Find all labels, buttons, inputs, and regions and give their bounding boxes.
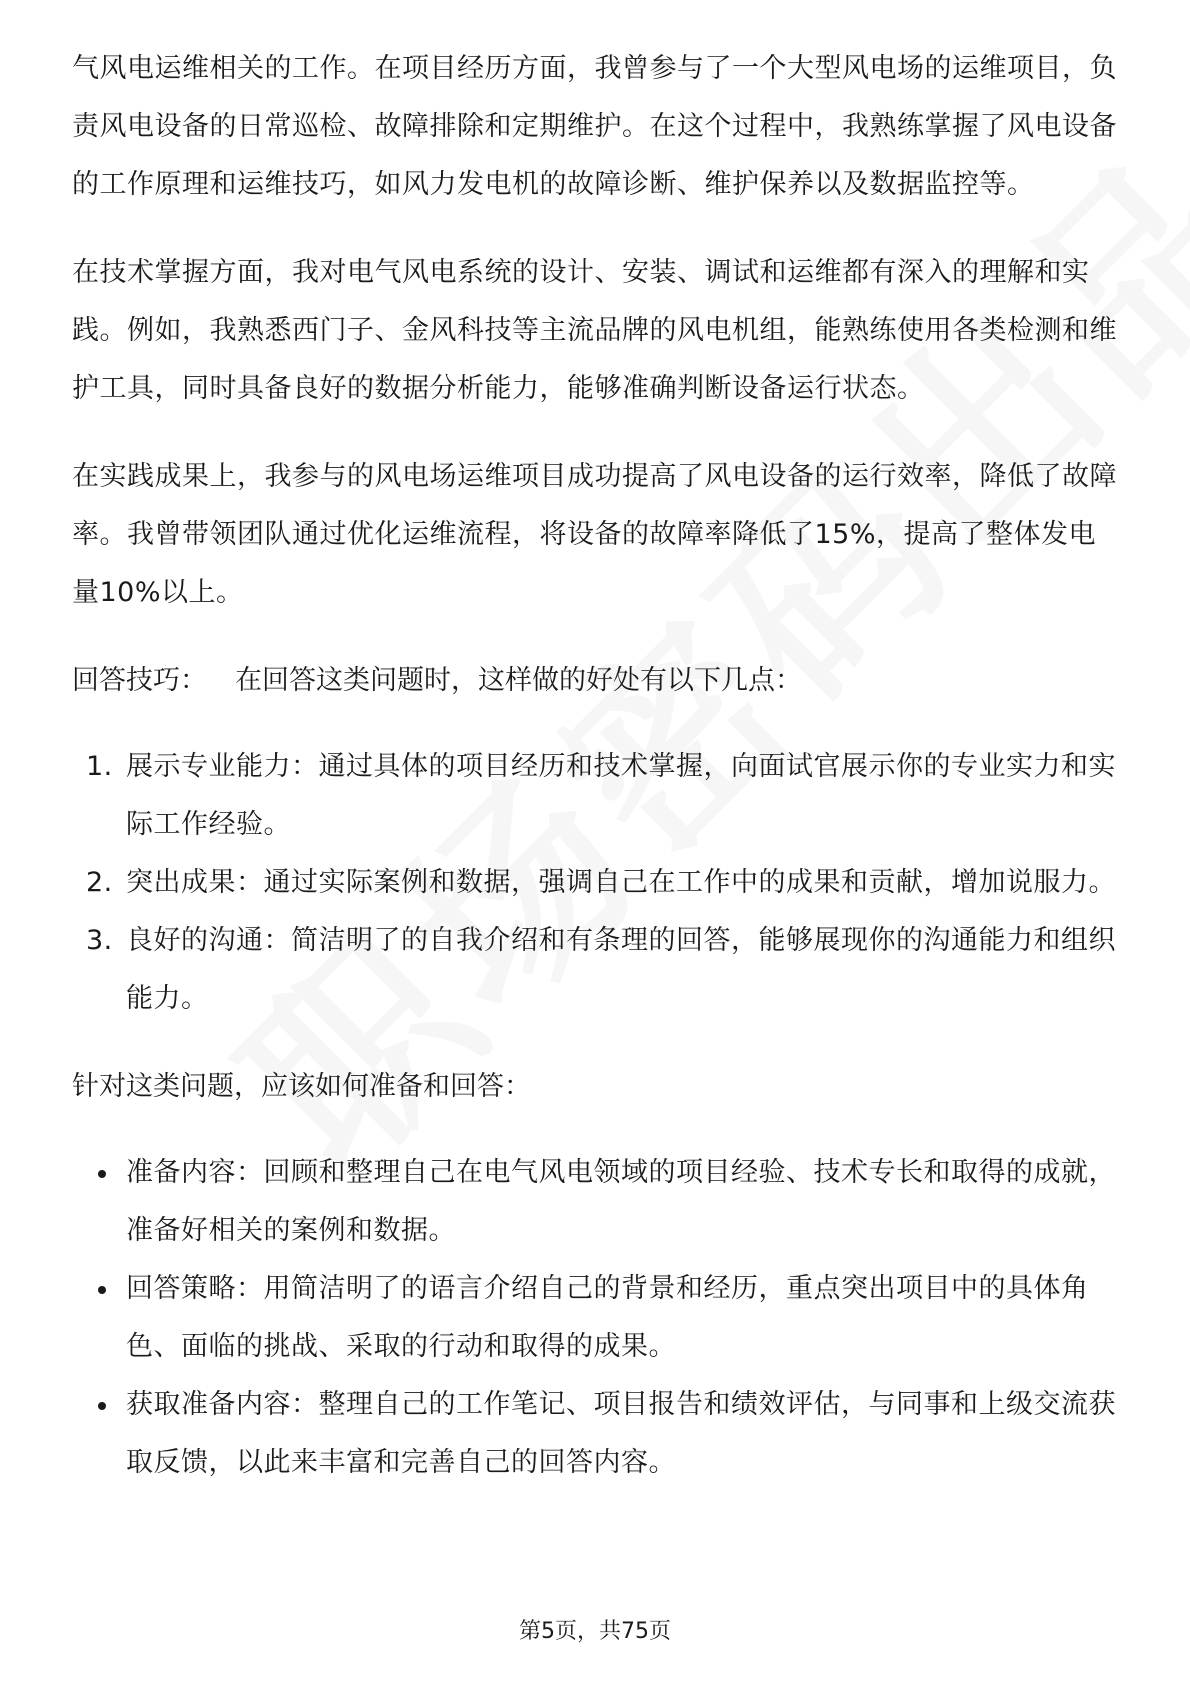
bullet-icon bbox=[98, 1286, 106, 1294]
list-item bbox=[72, 854, 1122, 912]
list-item bbox=[72, 912, 1122, 1028]
list-item-text: 良好的沟通：简洁明了的自我介绍和有条理的回答，能够展现你的沟通能力和组织能力。 bbox=[126, 925, 1116, 1014]
list-item bbox=[72, 1376, 1122, 1492]
list-number: 2. bbox=[86, 867, 113, 898]
list-item bbox=[72, 1260, 1122, 1376]
prepare-heading: 针对这类问题，应该如何准备和回答： bbox=[72, 1071, 531, 1102]
bullet-icon bbox=[98, 1402, 106, 1410]
list-item-text: 突出成果：通过实际案例和数据，强调自己在工作中的成果和贡献，增加说服力。 bbox=[126, 867, 1116, 898]
list-item-text: 展示专业能力：通过具体的项目经历和技术掌握，向面试官展示你的专业实力和实际工作经验。 bbox=[126, 751, 1116, 840]
list-item-text: 回答策略：用简洁明了的语言介绍自己的背景和经历，重点突出项目中的具体角色、面临的挑战、采取的行动和取得的成果。 bbox=[126, 1273, 1089, 1362]
paragraph-practical-results: 在实践成果上，我参与的风电场运维项目成功提高了风电设备的运行效率，降低了故障率。我曾带领团队通过优化运维流程，将设备的故障率降低了15%，提高了整体发电量10%以上。 bbox=[72, 461, 1117, 608]
list-number: 3. bbox=[86, 925, 113, 956]
list-item bbox=[72, 738, 1122, 854]
paragraph-project-experience: 气风电运维相关的工作。在项目经历方面，我曾参与了一个大型风电场的运维项目，负责风电设备的日常巡检、故障排除和定期维护。在这个过程中，我熟练掌握了风电设备的工作原理和运维技巧，如风力发电机的故障诊断、维护保养以及数据监控等。 bbox=[72, 53, 1117, 200]
tips-label: 回答技巧： bbox=[72, 665, 207, 696]
prepare-list bbox=[72, 1144, 1122, 1492]
document-body bbox=[72, 40, 1122, 1492]
list-item bbox=[72, 1144, 1122, 1260]
tips-text: 在回答这类问题时，这样做的好处有以下几点： bbox=[235, 665, 802, 696]
bullet-icon bbox=[98, 1170, 106, 1178]
page-number-footer: 第5页，共75页 bbox=[519, 1619, 671, 1644]
list-item-text: 准备内容：回顾和整理自己在电气风电领域的项目经验、技术专长和取得的成就，准备好相关的案例和数据。 bbox=[126, 1157, 1116, 1246]
paragraph-technical-skills: 在技术掌握方面，我对电气风电系统的设计、安装、调试和运维都有深入的理解和实践。例如，我熟悉西门子、金风科技等主流品牌的风电机组，能熟练使用各类检测和维护工具，同时具备良好的数据分析能力，能够准确判断设备运行状态。 bbox=[72, 257, 1117, 404]
tips-line bbox=[72, 652, 1122, 710]
list-item-text: 获取准备内容：整理自己的工作笔记、项目报告和绩效评估，与同事和上级交流获取反馈，以此来丰富和完善自己的回答内容。 bbox=[126, 1389, 1116, 1478]
benefits-list bbox=[72, 738, 1122, 1028]
list-number: 1. bbox=[86, 751, 113, 782]
